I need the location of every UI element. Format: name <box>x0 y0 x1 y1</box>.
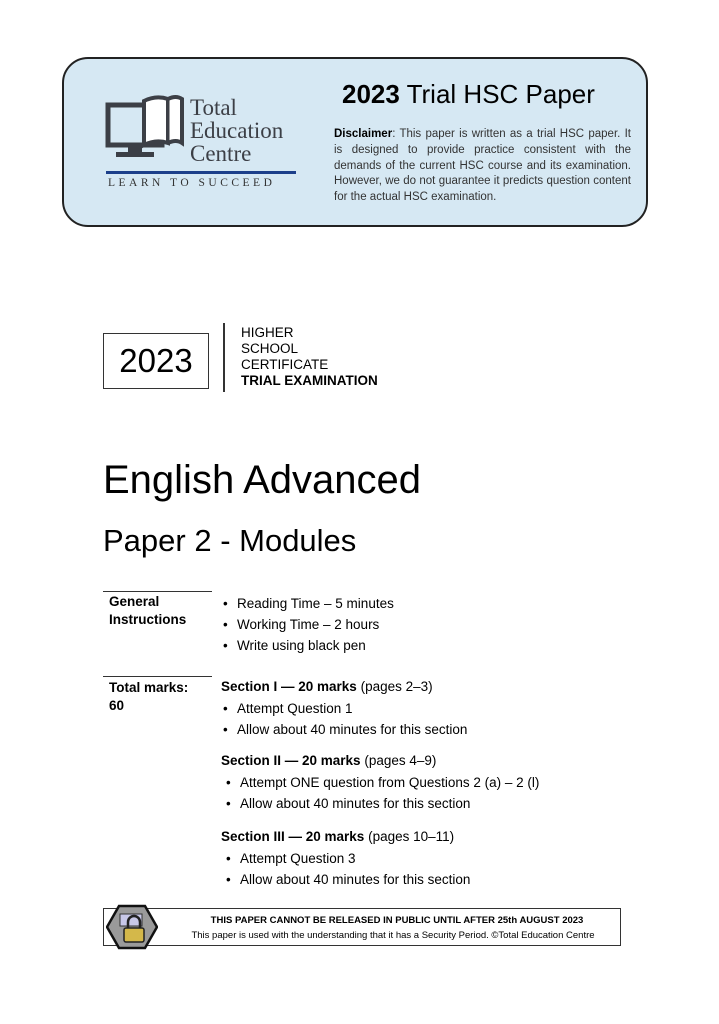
paper-subtitle: Paper 2 - Modules <box>103 523 357 558</box>
security-terms: This paper is used with the understanding that it has a Security Period. ©Total Education Centre <box>191 930 595 941</box>
hsc-line-certificate: CERTIFICATE <box>241 357 329 372</box>
total-marks-value: 60 <box>109 698 125 713</box>
section-1-heading <box>221 679 433 694</box>
disclaimer-label: Disclaimer <box>334 128 393 140</box>
section-1-pages: (pages 2–3) <box>360 679 433 694</box>
brand-divider <box>106 171 296 174</box>
list-item: • Allow about 40 minutes for this section <box>221 719 467 740</box>
list-item: • Working Time – 2 hours <box>221 614 394 635</box>
header-banner <box>62 57 648 227</box>
general-label-line2: Instructions <box>109 612 187 627</box>
banner-year: 2023 <box>342 79 400 109</box>
brand-name-line1: Total <box>190 95 237 120</box>
security-embargo: THIS PAPER CANNOT BE RELEASED IN PUBLIC UNTIL AFTER 25th AUGUST 2023 <box>210 915 584 926</box>
section-2-title: Section II — 20 marks <box>221 753 361 768</box>
list-item: • Attempt Question 3 <box>224 848 470 869</box>
exam-year-box: 2023 <box>103 333 209 389</box>
hsc-line-school: SCHOOL <box>241 341 299 356</box>
subject-title: English Advanced <box>103 458 422 502</box>
disclaimer-text: : This paper is written as a trial HSC paper. It is designed to provide practice consistent with the demands of the current HSC course and its examination. However, we do not guarantee it predicts question content for the actual HSC examination. <box>334 128 631 204</box>
section-1-list <box>221 698 467 740</box>
list-item: • Write using black pen <box>221 635 394 656</box>
section-1-title: Section I — 20 marks <box>221 679 357 694</box>
hsc-line-higher: HIGHER <box>241 325 294 340</box>
total-marks-text: Total marks: <box>109 680 189 695</box>
header-vertical-rule <box>223 323 225 392</box>
section-3-pages: (pages 10–11) <box>368 829 455 844</box>
list-item: • Allow about 40 minutes for this section <box>224 869 470 890</box>
section-2-pages: (pages 4–9) <box>364 753 437 768</box>
security-notice <box>103 908 621 946</box>
general-instructions-label <box>109 593 186 629</box>
brand-name-line3: Centre <box>190 141 252 166</box>
brand-name-line2: Education <box>190 118 284 143</box>
section-3-title: Section III — 20 marks <box>221 829 365 844</box>
list-item: • Attempt ONE question from Questions 2 (a) – 2 (l) <box>224 772 539 793</box>
general-instructions-list <box>221 593 394 656</box>
banner-title <box>342 79 595 110</box>
section-3-heading <box>221 829 454 844</box>
monitor-book-logo-icon <box>104 93 186 165</box>
list-item: • Allow about 40 minutes for this section <box>224 793 539 814</box>
hsc-label <box>241 325 378 389</box>
list-item: • Reading Time – 5 minutes <box>221 593 394 614</box>
total-marks-rule <box>103 676 212 677</box>
section-3-list <box>224 848 470 890</box>
general-instructions-rule <box>103 591 212 592</box>
brand-tagline: LEARN TO SUCCEED <box>108 177 276 189</box>
section-2-list <box>224 772 539 814</box>
total-marks-label <box>109 679 188 715</box>
general-label-line1: General <box>109 594 160 609</box>
padlock-icon <box>106 904 158 950</box>
section-2-heading <box>221 753 436 768</box>
disclaimer <box>334 127 631 206</box>
hsc-line-trial: TRIAL EXAMINATION <box>241 373 378 388</box>
list-item: • Attempt Question 1 <box>221 698 467 719</box>
banner-title-rest: Trial HSC Paper <box>406 79 595 109</box>
